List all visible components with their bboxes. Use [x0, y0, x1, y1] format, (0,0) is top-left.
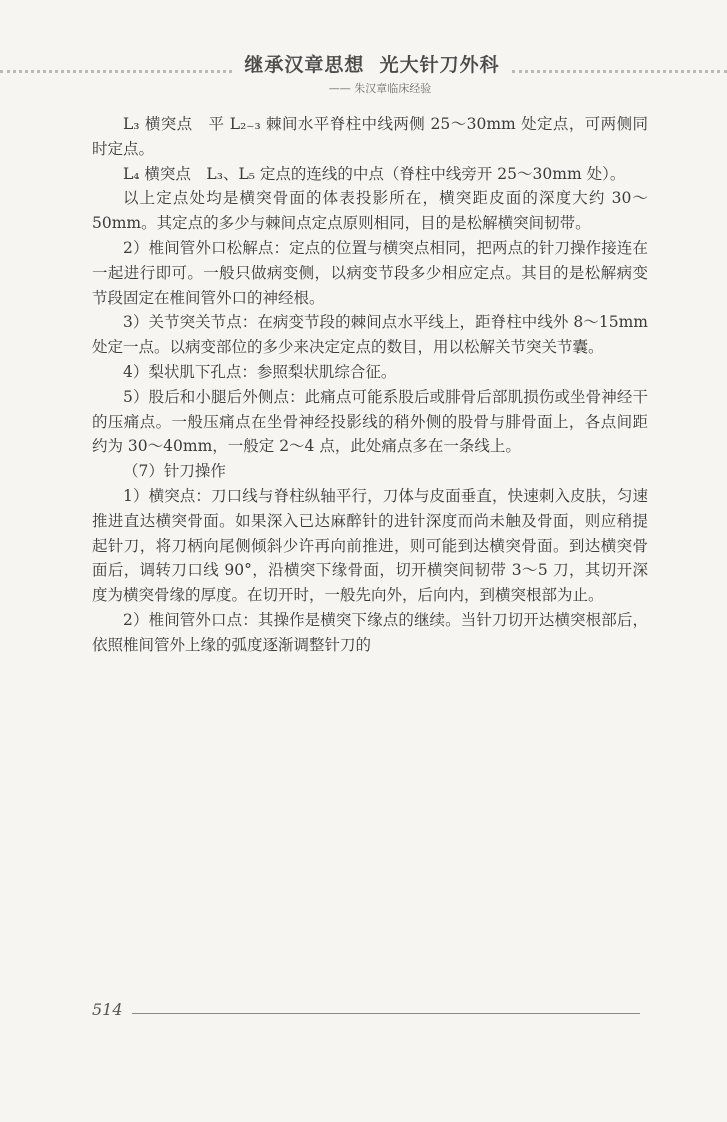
paragraph: 1）横突点：刀口线与脊柱纵轴平行，刀体与皮面垂直，快速刺入皮肤，匀速推进直达横突骨面。如果深入已达麻醉针的进针深度而尚未触及骨面，则应稍提起针刀，将刀柄向尾侧倾斜少许再向前推进，则可能到达横突骨面。到达横突骨面后，调转刀口线 90°，沿横突下缘骨面，切开横突间韧带 3～5 刀，其切开深度为横突骨缘的厚度。在切开时，一般先向外，后向内，到横突根部为止。: [92, 486, 648, 605]
paragraph: 4）梨状肌下孔点：参照梨状肌综合征。: [123, 362, 397, 381]
footer: [92, 1000, 640, 1024]
header-subtitle: —— 朱汉章临床经验: [328, 82, 432, 95]
header-rule-left: [0, 70, 232, 73]
paragraph: 2）椎间管外口松解点：定点的位置与横突点相同，把两点的针刀操作接连在一起进行即可。一般只做病变侧，以病变节段多少相应定点。其目的是松解病变节段固定在椎间管外口的神经根。: [92, 238, 648, 307]
header-title: 继承汉章思想 光大针刀外科: [244, 54, 500, 76]
footer-rule: [132, 1013, 640, 1014]
body-text: [92, 112, 648, 658]
paragraph: 5）股后和小腿后外侧点：此痛点可能系股后或腓骨后部肌损伤或坐骨神经干的压痛点。一般压痛点在坐骨神经投影线的稍外侧的股骨与腓骨面上，各点间距约为 30～40mm，一般定 2～4 点，此处痛点多在一条线上。: [92, 387, 648, 456]
paragraph: 2）椎间管外口点：其操作是横突下缘点的继续。当针刀切开达横突根部后，依照椎间管外上缘的弧度逐渐调整针刀的: [92, 610, 648, 654]
paragraph: 以上定点处均是横突骨面的体表投影所在，横突距皮面的深度大约 30～50mm。其定点的多少与棘间点定点原则相同，目的是松解横突间韧带。: [92, 189, 648, 233]
header-rule-right: [512, 70, 727, 73]
paragraph: L₄ 横突点 L₃、L₅ 定点的连线的中点（脊柱中线旁开 25～30mm 处）。: [123, 164, 626, 183]
section-heading: （7）针刀操作: [123, 462, 226, 481]
paragraph: 3）关节突关节点：在病变节段的棘间点水平线上，距脊柱中线外 8～15mm 处定一点。以病变部位的多少来决定定点的数目，用以松解关节突关节囊。: [92, 313, 648, 357]
paragraph: L₃ 横突点 平 L₂₋₃ 棘间水平脊柱中线两侧 25～30mm 处定点，可两侧同时定点。: [92, 115, 648, 158]
page-number: 514: [92, 1000, 123, 1019]
